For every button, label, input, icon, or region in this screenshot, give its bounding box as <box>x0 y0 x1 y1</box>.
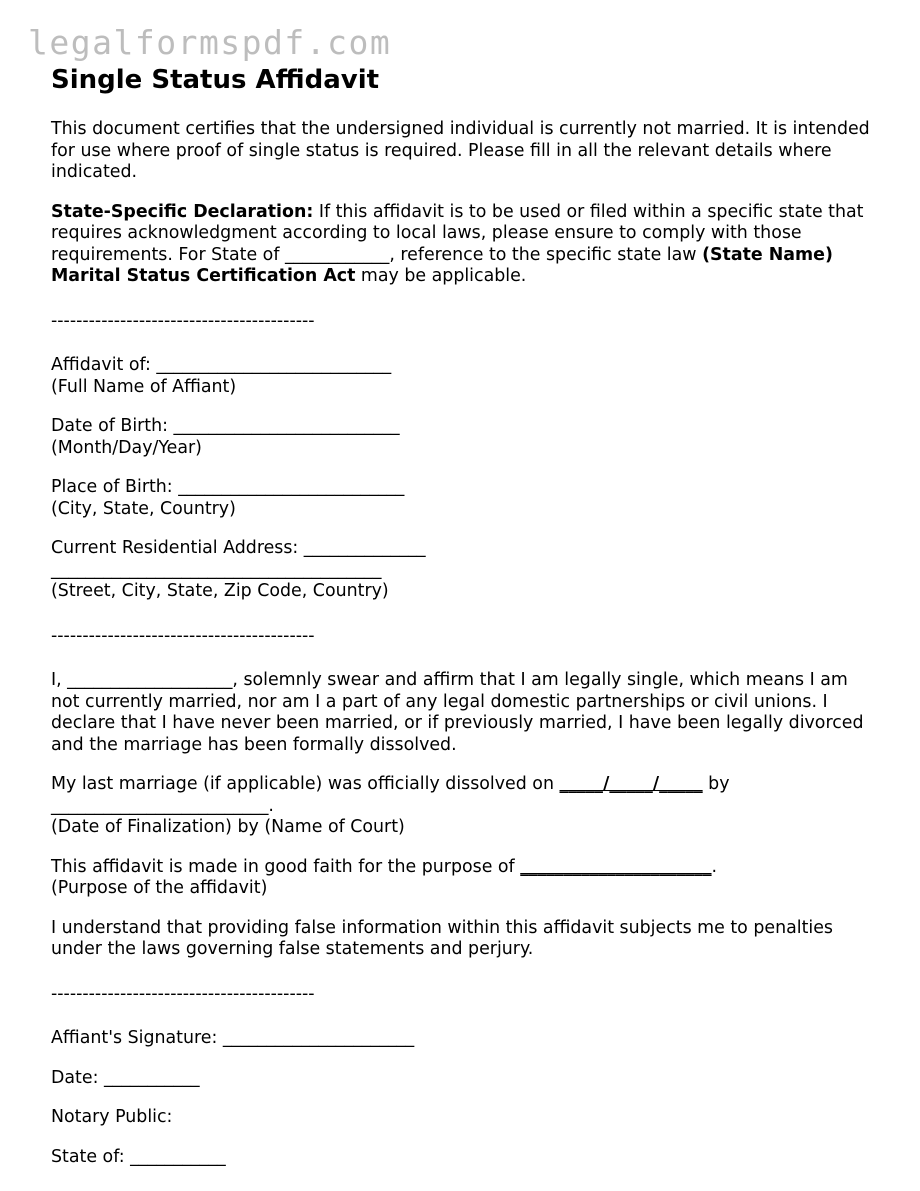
affidavit-of-hint: (Full Name of Affiant) <box>51 376 237 397</box>
date-of-birth-field: Date of Birth: __________________________ <box>51 416 400 436</box>
date-of-birth-hint: (Month/Day/Year) <box>51 437 202 458</box>
affidavit-of-field: Affidavit of: ___________________________ <box>51 355 392 375</box>
intro-paragraph: This document certifies that the undersigned individual is currently not married. It is intended for use where proof of single status is required. Please fill in all the relevant details where indicated. <box>51 119 870 182</box>
dissolution-by: by <box>702 774 730 794</box>
purpose-text: This affidavit is made in good faith for the purpose of <box>51 856 521 877</box>
purpose-blank: ______________________ <box>520 856 712 877</box>
declaration-text-end: may be applicable. <box>355 266 527 286</box>
date-field: Date: ___________ <box>51 1067 200 1088</box>
separator: ------------------------------------------ <box>51 983 315 1004</box>
document-page <box>51 64 881 1168</box>
place-of-birth-field: Place of Birth: __________________________ <box>51 477 405 497</box>
place-of-birth-hint: (City, State, Country) <box>51 498 236 519</box>
declaration-text: If this affidavit is to be used or filed within a specific state that requires acknowledgment according to local laws, please ensure to comply with those requirements. For State of ____________, reference to the specific state law <box>51 201 864 265</box>
separator: ------------------------------------------ <box>51 310 315 331</box>
penalty-paragraph: I understand that providing false information within this affidavit subjects me to penalties under the laws governing false statements and perjury. <box>51 917 833 959</box>
dissolution-text: My last marriage (if applicable) was officially dissolved on <box>51 774 560 794</box>
declaration-label: State-Specific Declaration: <box>51 201 314 222</box>
watermark: legalformspdf.com <box>28 23 392 62</box>
state-of-field: State of: ___________ <box>51 1146 226 1167</box>
court-name-blank: _________________________ <box>51 795 269 816</box>
address-field: Current Residential Address: ______________ <box>51 538 426 558</box>
notary-public-label: Notary Public: <box>51 1107 173 1127</box>
dissolution-paragraph <box>51 774 881 817</box>
purpose-period: . <box>711 856 718 877</box>
signature-field: Affiant's Signature: ______________________ <box>51 1028 415 1048</box>
address-field-line2: ______________________________________ <box>51 559 382 580</box>
oath-paragraph: I, ___________________, solemnly swear and affirm that I am legally single, which means I am not currently married, nor am I a part of any legal domestic partnerships or civil unions. I declare that I have never been married, or if previously married, I have been legally divorced and the marriage has been formally dissolved. <box>51 670 864 755</box>
dissolution-period: . <box>268 795 274 816</box>
state-law-name: (State Name) Marital Status Certification Act <box>51 244 833 286</box>
document-title: Single Status Affidavit <box>51 65 380 95</box>
state-declaration-paragraph <box>51 202 881 288</box>
dissolution-hint: (Date of Finalization) by (Name of Court) <box>51 817 405 837</box>
separator: ------------------------------------------ <box>51 625 315 646</box>
dissolution-date-blank: _____/_____/_____ <box>559 774 703 794</box>
address-hint: (Street, City, State, Zip Code, Country) <box>51 581 389 601</box>
purpose-hint: (Purpose of the affidavit) <box>51 878 268 898</box>
purpose-paragraph <box>51 857 881 879</box>
